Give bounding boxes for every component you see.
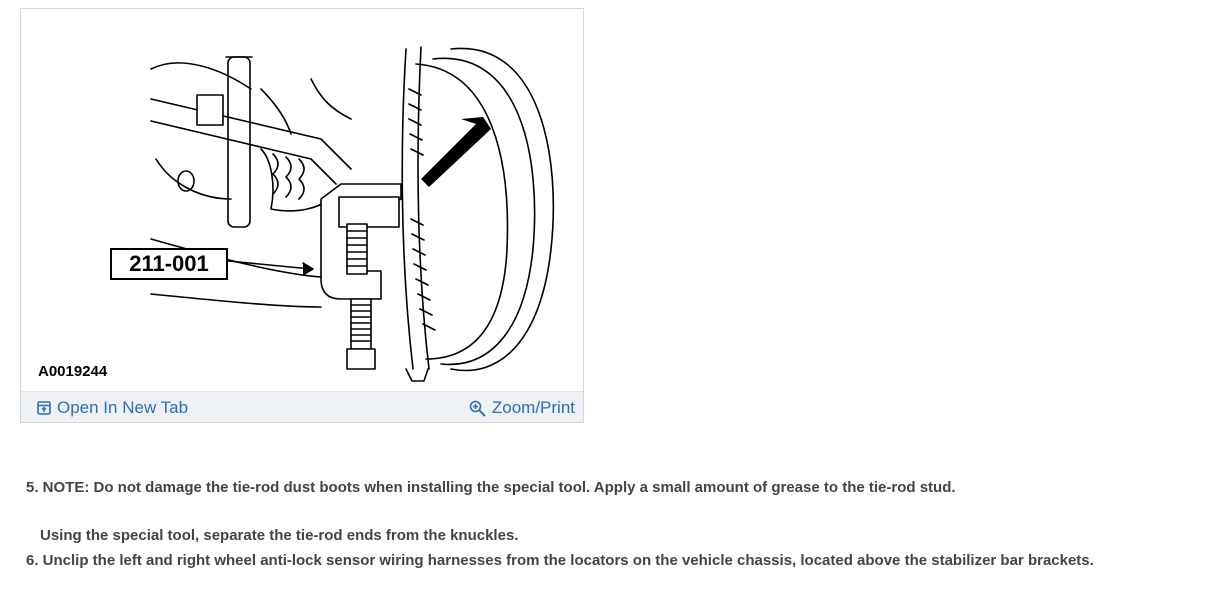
- step-5-instruction: Using the special tool, separate the tie-rod ends from the knuckles.: [40, 527, 519, 544]
- open-in-new-tab-label: Open In New Tab: [57, 398, 189, 417]
- figure-action-bar: [21, 391, 583, 422]
- step-6: 6. Unclip the left and right wheel anti-lock sensor wiring harnesses from the locators on the vehicle chassis, located above the stabilizer bar brackets.: [26, 552, 1094, 569]
- figure-code: A0019244: [38, 363, 108, 380]
- figure-card: [20, 8, 584, 423]
- step-5-note: 5. NOTE: Do not damage the tie-rod dust boots when installing the special tool. Apply a small amount of grease to the tie-rod stud.: [26, 479, 956, 496]
- zoom-in-icon: [469, 400, 486, 417]
- open-in-new-tab-icon: [37, 401, 51, 415]
- zoom-print-label: Zoom/Print: [491, 398, 575, 417]
- zoom-print-link[interactable]: [469, 398, 575, 418]
- tool-label: 211-001: [129, 251, 209, 276]
- open-in-new-tab-link[interactable]: [37, 398, 188, 418]
- tie-rod-separator-illustration: [21, 9, 583, 391]
